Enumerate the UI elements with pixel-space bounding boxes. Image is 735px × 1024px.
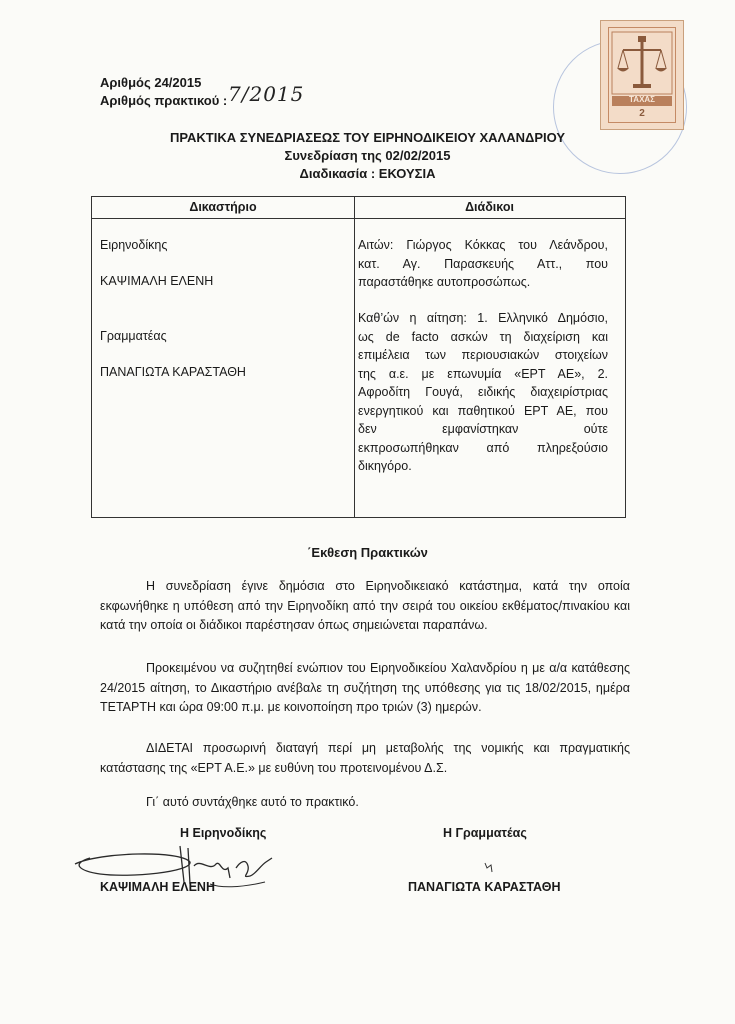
respondent-line: ενεργητικού και παθητικού ΕΡΤ ΑΕ, που [358,403,608,418]
clerk-title: Γραμματέας [100,329,167,343]
applicant-line: κατ. Αγ. Παρασκευής Αττ., που [358,256,608,271]
respondent-line: δικηγόρο. [358,459,412,473]
respondent-line: Καθ’ών η αίτηση: 1. Ελληνικό Δημόσιο, [358,311,608,325]
clerk-signature-label: Η Γραμματέας [443,826,527,840]
document-title: ΠΡΑΚΤΙΚΑ ΣΥΝΕΔΡΙΑΣΕΩΣ ΤΟΥ ΕΙΡΗΝΟΔΙΚΕΙΟΥ ΧΑΛΑΝΔΡΙΟΥ [169,130,566,145]
report-paragraph-4: Γι΄ αυτό συντάχθηκε αυτό το πρακτικό. [146,795,359,809]
respondent-line: επιμέλεια των περιουσιακών στοιχείων [358,348,608,362]
table-header [92,197,625,219]
respondent-text [358,309,608,476]
respondent-line: εκπροσωπήθηκαν από πληρεξούσιο [358,440,608,455]
respondent-line: δεν εμφανίστηκαν ούτε [358,422,608,436]
report-paragraph-3: ΔΙΔΕΤΑΙ προσωρινή διαταγή περί μη μεταβολής της νομικής και πραγματικής κατάστασης της «ΕΡΤ Α.Ε.» με ευθύνη του προτεινομένου Δ.Σ. [100,741,630,775]
respondent-line: Αφροδίτη Γουγά, ειδικής διαχειρίστριας [358,385,608,399]
applicant-line: παραστάθηκε αυτοπροσώπως. [358,275,531,289]
column-header-parties: Διάδικοι [465,200,514,214]
clerk-name: ΠΑΝΑΓΙΩΤΑ ΚΑΡΑΣΤΑΘΗ [100,365,246,379]
judge-title: Ειρηνοδίκης [100,238,168,252]
judge-name: ΚΑΨΙΜΑΛΗ ΕΛΕΝΗ [100,274,214,288]
judge-signature-label: Η Ειρηνοδίκης [180,826,267,840]
report-paragraph-2: Προκειμένου να συζητηθεί ενώπιον του Ειρηνοδικείου Χαλανδρίου η με α/α κατάθεσης 24/2015 αίτηση, το Δικαστήριο ανέβαλε τη συζήτηση της υπόθεσης για τις 18/02/2015, ημέρα ΤΕΤΑΡΤΗ και ώρα 09:00 π.μ. με κοινοποίηση προ τριών (3) ημερών. [100,661,630,714]
clerk-signature-name: ΠΑΝΑΓΙΩΤΑ ΚΑΡΑΣΤΑΘΗ [408,880,561,894]
table-divider [354,197,355,517]
procedure-type: Διαδικασία : ΕΚΟΥΣΙΑ [299,166,436,181]
fee-stamp [600,20,684,130]
applicant-text [358,236,608,292]
session-date: Συνεδρίαση της 02/02/2015 [284,148,451,163]
report-title: ΄Εκθεση Πρακτικών [307,545,428,560]
minutes-number-handwritten: 7/2015 [228,82,305,106]
judge-signature-name: ΚΑΨΙΜΑΛΗ ΕΛΕΝΗ [100,880,215,894]
clerk-signature-mark [482,860,496,874]
report-paragraph-1: Η συνεδρίαση έγινε δημόσια στο Ειρηνοδικειακό κατάστημα, κατά την οποία εκφωνήθηκε η υπόθεση από την Ειρηνοδίκη από την σειρά του οικείου εκθέματος/πινακίου και κατά την οποία οι διάδικοι παρέστησαν όπως σημειώνεται παραπάνω. [100,579,630,632]
stamp-label: ΤΑΧΑΣ [629,95,655,104]
column-header-court: Δικαστήριο [189,200,257,214]
respondent-line: ως de facto ασκών τη διαχείριση και [358,329,608,344]
applicant-line: Αιτών: Γιώργος Κόκκας του Λεάνδρου, [358,238,608,252]
case-number: Αριθμός 24/2015 [100,75,202,90]
stamp-value: 2 [639,108,645,119]
respondent-line: της α.ε. με επωνυμία «ΕΡΤ ΑΕ», 2. [358,366,608,381]
minutes-label: Αριθμός πρακτικού : [100,93,228,108]
